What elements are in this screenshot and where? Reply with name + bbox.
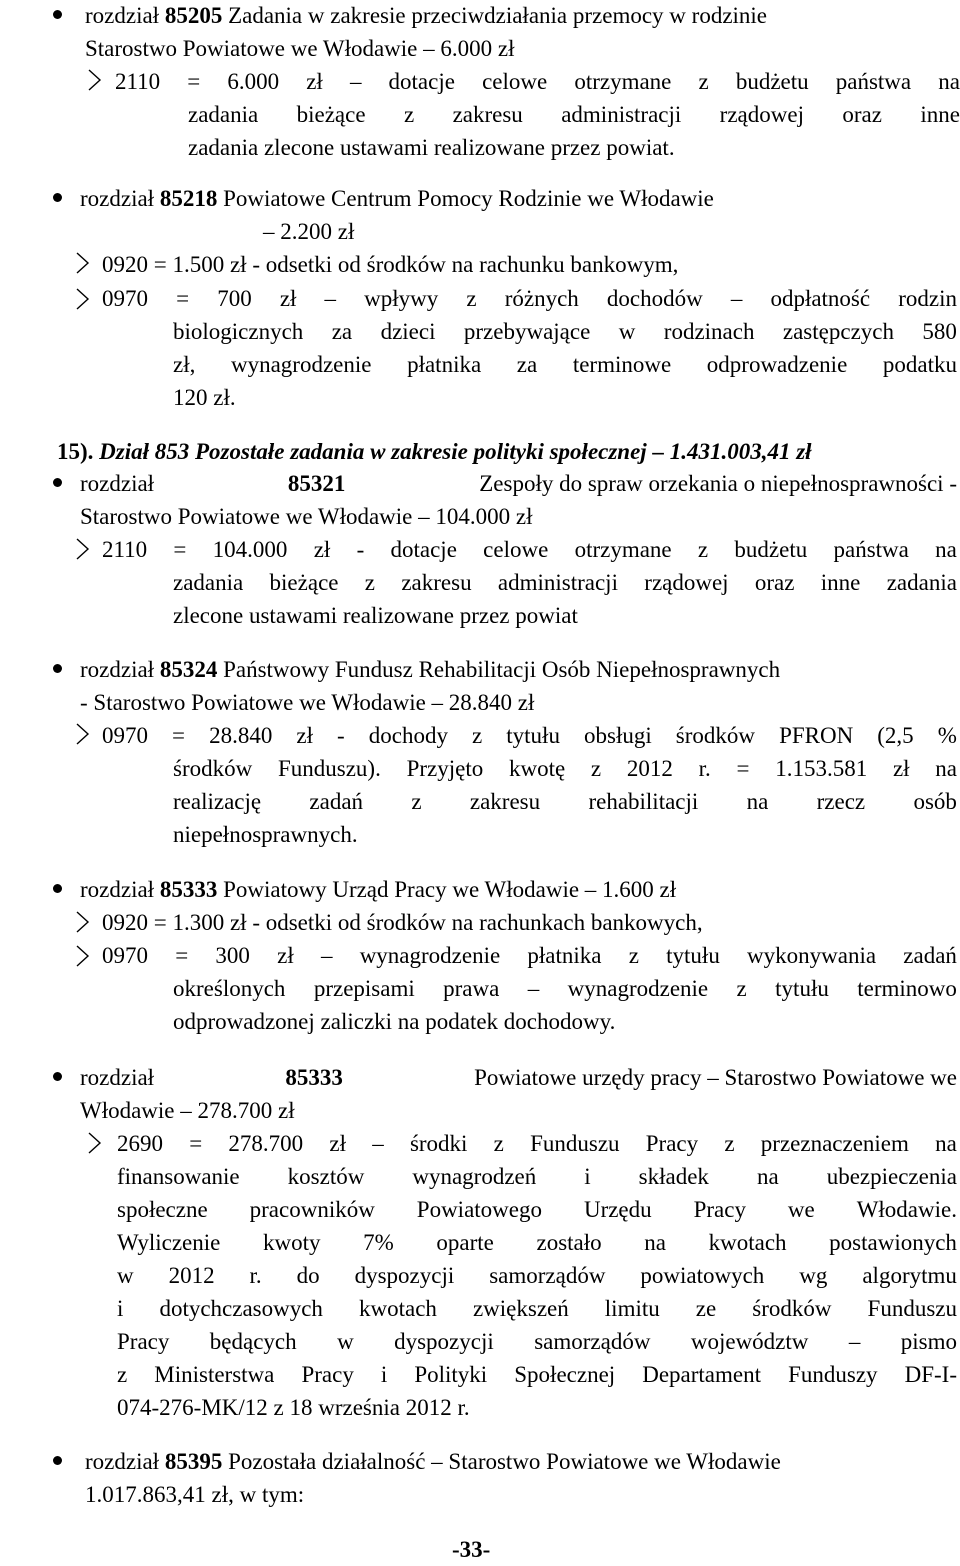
item-line: realizację zadań z zakresu rehabilitacji na rzecz osób (173, 789, 957, 814)
item-line: 0920 = 1.300 zł - odsetki od środków na rachunkach bankowych, (102, 910, 703, 935)
item-line: niepełnosprawnych. (173, 822, 358, 847)
section-heading: rozdział 85321 Zespoły do spraw orzekania o niepełnosprawności - (80, 471, 957, 496)
section-heading: rozdział 85324 Państwowy Fundusz Rehabilitacji Osób Niepełnosprawnych (80, 657, 781, 682)
item-line: społeczne pracowników Powiatowego Urzędu Pracy we Włodawie. (117, 1197, 957, 1222)
item-line: biologicznych za dzieci przebywające w rodzinach zastępczych 580 (173, 319, 957, 344)
section-heading-cont: Starostwo Powiatowe we Włodawie – 104.000 zł (80, 504, 533, 529)
arrow-bullet-icon (88, 1131, 102, 1155)
item-line: Wyliczenie kwoty 7% oparte zostało na kwotach postawionych (117, 1230, 957, 1255)
bullet-icon (53, 193, 62, 202)
arrow-bullet-icon (76, 251, 90, 275)
section-heading-cont: Starostwo Powiatowe we Włodawie – 6.000 zł (85, 36, 515, 61)
item-line: 2110 = 104.000 zł - dotacje celowe otrzymane z budżetu państwa na (102, 537, 957, 562)
section-heading-cont: - Starostwo Powiatowe we Włodawie – 28.840 zł (80, 690, 535, 715)
arrow-bullet-icon (76, 944, 90, 968)
item-line: zadania zlecone ustawami realizowane przez powiat. (188, 135, 675, 160)
item-line: środków Funduszu). Przyjęto kwotę z 2012 r. = 1.153.581 zł na (173, 756, 957, 781)
page-number: -33- (452, 1537, 491, 1562)
chapter-heading: 15). Dział 853 Pozostałe zadania w zakresie polityki społecznej – 1.431.003,41 zł (57, 439, 812, 464)
item-line: 0920 = 1.500 zł - odsetki od środków na rachunku bankowym, (102, 252, 679, 277)
item-line: 2110 = 6.000 zł – dotacje celowe otrzymane z budżetu państwa na (115, 69, 960, 94)
item-line: 120 zł. (173, 385, 236, 410)
bullet-icon (53, 1456, 62, 1465)
bullet-icon (53, 1072, 62, 1081)
item-line: Pracy będących w dyspozycji samorządów województw – pismo (117, 1329, 957, 1354)
section-heading: rozdział 85333 Powiatowe urzędy pracy – Starostwo Powiatowe we (80, 1065, 957, 1090)
section-heading-cont: Włodawie – 278.700 zł (80, 1098, 295, 1123)
item-line: z Ministerstwa Pracy i Polityki Społecznej Departament Funduszy DF-I- (117, 1362, 957, 1387)
arrow-bullet-icon (76, 287, 90, 311)
arrow-bullet-icon (88, 68, 102, 92)
bullet-icon (53, 478, 62, 487)
item-line: w 2012 r. do dyspozycji samorządów powiatowych wg algorytmu (117, 1263, 957, 1288)
section-heading: rozdział 85205 Zadania w zakresie przeciwdziałania przemocy w rodzinie (85, 3, 768, 28)
arrow-bullet-icon (76, 722, 90, 746)
item-line: zadania bieżące z zakresu administracji rządowej oraz inne zadania (173, 570, 957, 595)
section-heading: rozdział 85333 Powiatowy Urząd Pracy we Włodawie – 1.600 zł (80, 877, 677, 902)
item-line: zł, wynagrodzenie płatnika za terminowe odprowadzenie podatku (173, 352, 957, 377)
bullet-icon (53, 10, 62, 19)
item-line: 2690 = 278.700 zł – środki z Funduszu Pracy z przeznaczeniem na (117, 1131, 957, 1156)
item-line: finansowanie kosztów wynagrodzeń i składek na ubezpieczenia (117, 1164, 957, 1189)
arrow-bullet-icon (76, 537, 90, 561)
item-line: zlecone ustawami realizowane przez powiat (173, 603, 578, 628)
item-line: określonych przepisami prawa – wynagrodzenie z tytułu terminowo (173, 976, 957, 1001)
item-line: zadania bieżące z zakresu administracji rządowej oraz inne (188, 102, 960, 127)
item-line: 0970 = 300 zł – wynagrodzenie płatnika z tytułu wykonywania zadań (102, 943, 957, 968)
item-line: 074-276-MK/12 z 18 września 2012 r. (117, 1395, 470, 1420)
bullet-icon (53, 664, 62, 673)
section-heading-cont: 1.017.863,41 zł, w tym: (85, 1482, 305, 1507)
item-line: odprowadzonej zaliczki na podatek dochodowy. (173, 1009, 616, 1034)
item-line: 0970 = 28.840 zł - dochody z tytułu obsługi środków PFRON (2,5 % (102, 723, 957, 748)
section-heading: rozdział 85218 Powiatowe Centrum Pomocy Rodzinie we Włodawie (80, 186, 714, 211)
bullet-icon (53, 884, 62, 893)
section-heading: rozdział 85395 Pozostała działalność – Starostwo Powiatowe we Włodawie (85, 1449, 781, 1474)
section-heading-cont: – 2.200 zł (263, 219, 355, 244)
arrow-bullet-icon (76, 910, 90, 934)
item-line: 0970 = 700 zł – wpływy z różnych dochodów – odpłatność rodzin (102, 286, 957, 311)
item-line: i dotychczasowych kwotach zwiększeń limitu ze środków Funduszu (117, 1296, 957, 1321)
